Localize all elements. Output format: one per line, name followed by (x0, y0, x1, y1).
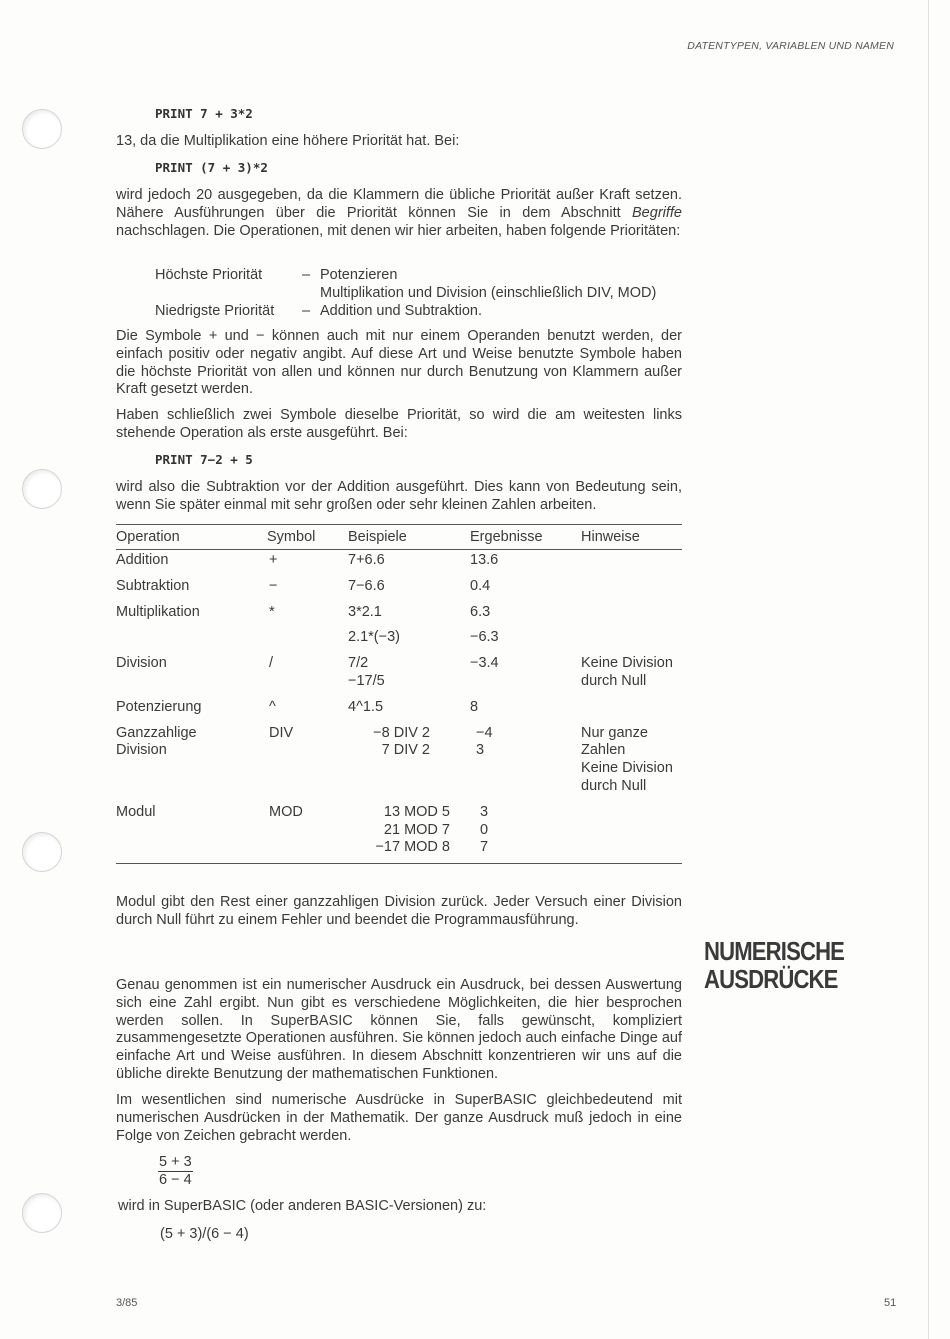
cell-symbol: / (269, 655, 274, 672)
cell-notes (581, 697, 682, 723)
table-row (116, 602, 682, 628)
table-body (116, 550, 682, 864)
cell-examples: 2.1*(−3) (348, 629, 400, 646)
cell-operation (116, 627, 267, 653)
header-symbol: Symbol (267, 525, 348, 550)
cell-symbol: − (269, 577, 278, 594)
priority-highest-dash: – (302, 267, 311, 283)
priority-highest-item-1: Potenzieren (320, 267, 398, 283)
cell-examples: −8 DIV 2 7 DIV 2 (373, 724, 430, 759)
header-results: Ergebnisse (470, 525, 581, 550)
table-row (116, 653, 682, 697)
fraction-example (158, 1154, 193, 1189)
binder-hole-4 (22, 1193, 62, 1233)
cell-results: −3.4 (470, 655, 499, 672)
cell-examples: 3*2.1 (348, 603, 382, 620)
cell-operation: Division (116, 655, 167, 672)
paragraph-4: Haben schließlich zwei Symbole dieselbe Priorität, so wird die am weitesten links stehende Operation als erste ausgeführt. Bei: (116, 407, 682, 441)
cell-examples: 7−6.6 (348, 577, 385, 594)
cell-notes: Nur ganze Zahlen Keine Division durch Null (581, 724, 673, 794)
header-notes: Hinweise (581, 525, 682, 550)
cell-operation: Subtraktion (116, 577, 190, 594)
priority-lowest-label: Niedrigste Priorität (155, 303, 275, 319)
binder-hole-3 (22, 832, 62, 872)
cell-operation: Modul (116, 802, 267, 864)
code-example-3: PRINT 7−2 + 5 (155, 452, 253, 467)
fraction-numerator: 5 + 3 (159, 1154, 192, 1170)
paragraph-5: wird also die Subtraktion vor der Addition ausgeführt. Dies kann von Bedeutung sein, wenn Sie später einmal mit sehr großen oder sehr kleinen Zahlen arbeiten. (116, 479, 682, 513)
priority-highest-label: Höchste Priorität (155, 267, 263, 283)
cell-results: 13.6 (470, 552, 499, 568)
priority-highest-item-2: Multiplikation und Division (einschließlich DIV, MOD) (320, 285, 657, 301)
cell-operation: Multiplikation (116, 603, 200, 620)
table-row (116, 802, 682, 864)
priority-lowest-dash: – (302, 303, 311, 319)
basic-expression: (5 + 3)/(6 − 4) (160, 1226, 249, 1242)
cell-notes (581, 627, 682, 653)
header-examples: Beispiele (348, 525, 470, 550)
cell-operation: Addition (116, 552, 169, 568)
cell-results: −4 3 (476, 724, 493, 759)
paragraph-3: Die Symbole + und − können auch mit nur einem Operanden benutzt werden, der einfach positiv oder negativ angibt. Auf diese Art und Weise benutzte Symbole haben die höchste Priorität von allen und können nur durch Benutzung von Klammern außer Kraft gesetzt werden. (116, 328, 682, 398)
table-row (116, 627, 682, 653)
cell-symbol: * (269, 603, 275, 620)
section-title-line-2: AUSDRÜCKE (704, 964, 838, 994)
table-row (116, 550, 682, 576)
cell-notes (581, 802, 682, 864)
cell-notes: Keine Division durch Null (581, 655, 673, 689)
cell-examples: 7/2 −17/5 (348, 655, 385, 689)
cell-notes (581, 550, 682, 576)
cell-symbol: DIV (269, 724, 294, 741)
paragraph-9: wird in SuperBASIC (oder anderen BASIC-Versionen) zu: (118, 1198, 487, 1214)
cell-operation: Ganzzahlige Division (116, 724, 197, 759)
fraction-denominator: 6 − 4 (159, 1172, 192, 1188)
cell-results: 0.4 (470, 577, 491, 594)
table-header-row (116, 525, 682, 550)
running-header: DATENTYPEN, VARIABLEN UND NAMEN (687, 40, 894, 52)
section-title-line-1: NUMERISCHE (704, 936, 845, 966)
cell-results: 3 0 7 (470, 802, 581, 864)
table-row (116, 697, 682, 723)
cell-examples: 7+6.6 (348, 552, 385, 568)
cell-operation: Potenzierung (116, 698, 202, 715)
cell-symbol: ^ (269, 698, 276, 715)
binder-hole-2 (22, 469, 62, 509)
paragraph-2-text-end: nachschlagen. Die Operationen, mit denen wir hier arbeiten, haben folgende Prioritäten: (116, 222, 681, 239)
page-edge-line (928, 0, 929, 1339)
cell-symbol: + (269, 552, 278, 568)
cell-results: 8 (470, 698, 479, 715)
binder-hole-1 (22, 109, 62, 149)
cell-symbol: MOD (267, 802, 348, 864)
operations-table (116, 524, 682, 864)
paragraph-1: 13, da die Multiplikation eine höhere Priorität hat. Bei: (116, 133, 460, 149)
cell-results: 6.3 (470, 603, 491, 620)
paragraph-2 (116, 187, 682, 240)
cell-examples: 4^1.5 (348, 698, 384, 715)
page-number: 51 (884, 1297, 897, 1309)
cell-results: −6.3 (470, 629, 499, 646)
code-example-1: PRINT 7 + 3*2 (155, 106, 253, 121)
cell-symbol (267, 627, 348, 653)
cell-examples: 13 MOD 5 21 MOD 7 −17 MOD 8 (348, 802, 470, 864)
table-row (116, 576, 682, 602)
code-example-2: PRINT (7 + 3)*2 (155, 160, 268, 175)
header-operation: Operation (116, 525, 267, 550)
priority-lowest-item: Addition und Subtraktion. (320, 303, 483, 319)
paragraph-6: Modul gibt den Rest einer ganzzahligen Division zurück. Jeder Versuch einer Division durch Null führt zu einem Fehler und beendet die Programmausführung. (116, 894, 682, 928)
cell-notes (581, 576, 682, 602)
table-row (116, 723, 682, 802)
section-title (704, 937, 844, 993)
footer-date: 3/85 (116, 1297, 138, 1309)
cell-notes (581, 602, 682, 628)
paragraph-7: Genau genommen ist ein numerischer Ausdruck ein Ausdruck, bei dessen Auswertung sich eine Zahl ergibt. Nun gibt es verschiedene Möglichkeiten, die hier besprochen werden sollen. In SuperBASIC können Sie, falls gewünscht, kompliziert zusammengesetzte Operationen ausführen. Sie können jedoch auch einfache Dinge auf einfache Art und Weise ausführen. In diesem Abschnitt konzentrieren wir uns auf die übliche direkte Benutzung der mathematischen Funktionen. (116, 977, 682, 1082)
paragraph-8: Im wesentlichen sind numerische Ausdrücke in SuperBASIC gleichbedeutend mit numerischen Ausdrücken in der Mathematik. Der ganze Ausdruck muß jedoch in eine Folge von Zeichen gebracht werden. (116, 1092, 682, 1144)
paragraph-2-text: wird jedoch 20 ausgegeben, da die Klammern die übliche Priorität außer Kraft setzen. Nähere Ausführungen über die Priorität können Sie in dem Abschnitt (116, 187, 682, 221)
paragraph-2-emphasis: Begriffe (632, 204, 682, 221)
